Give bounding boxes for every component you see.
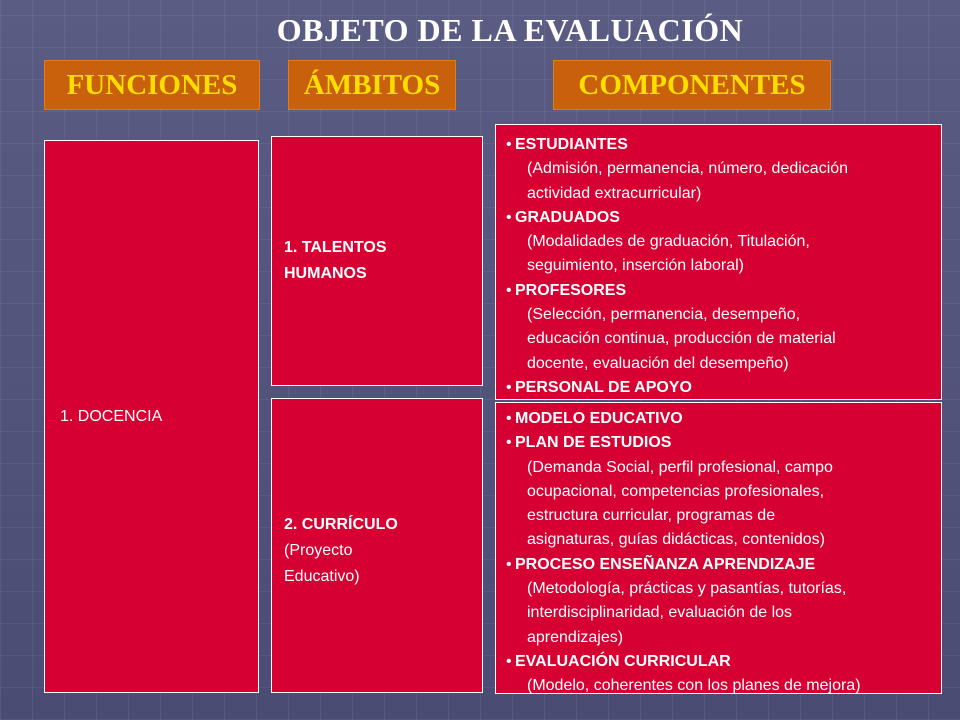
list-item-proceso-ensenanza: • PROCESO ENSEÑANZA APRENDIZAJE xyxy=(506,553,941,577)
header-ambitos: ÁMBITOS xyxy=(288,60,456,110)
list-item-plan-desc-3: estructura curricular, programas de xyxy=(527,507,776,525)
list-item-graduados: • GRADUADOS xyxy=(506,206,941,230)
list-item-proceso-desc-3: aprendizajes) xyxy=(527,628,624,646)
list-item-plan-estudios: • PLAN DE ESTUDIOS xyxy=(506,431,941,455)
list-item-profesores: • PROFESORES xyxy=(506,279,941,303)
list-item-graduados-desc-1: (Modalidades de graduación, Titulación, xyxy=(527,233,810,251)
componentes-talentos-box xyxy=(495,124,942,400)
list-item-evaluacion-curricular: • EVALUACIÓN CURRICULAR xyxy=(506,650,941,674)
ambito-curriculo-line3: Educativo) xyxy=(284,567,360,585)
list-item-estudiantes-desc-1: (Admisión, permanencia, número, dedicación xyxy=(527,160,849,178)
list-item-profesores-desc-2: educación continua, producción de material xyxy=(527,330,836,348)
list-item-modelo-educativo: • MODELO EDUCATIVO xyxy=(506,407,941,431)
header-funciones: FUNCIONES xyxy=(44,60,260,110)
list-item-proceso-desc-2: interdisciplinaridad, evaluación de los xyxy=(527,604,793,622)
list-item-plan-desc-4: asignaturas, guías didácticas, contenidos) xyxy=(527,531,825,549)
ambito-talentos-box xyxy=(271,136,483,386)
funcion-docencia-label: 1. DOCENCIA xyxy=(60,407,163,425)
ambito-talentos-line2: HUMANOS xyxy=(284,265,367,282)
list-item-plan-desc-1: (Demanda Social, perfil profesional, campo xyxy=(527,458,833,476)
header-componentes: COMPONENTES xyxy=(553,60,831,110)
list-item-evaluacion-desc-1: (Modelo, coherentes con los planes de mejora) xyxy=(527,677,861,695)
list-item-profesores-desc-3: docente, evaluación del desempeño) xyxy=(527,354,789,372)
list-item-estudiantes: • ESTUDIANTES xyxy=(506,133,941,157)
ambito-curriculo-line1: 2. CURRÍCULO xyxy=(284,515,398,533)
list-item-graduados-desc-2: seguimiento, inserción laboral) xyxy=(527,257,744,275)
list-item-proceso-desc-1: (Metodología, prácticas y pasantías, tutorías, xyxy=(527,580,847,598)
componentes-curriculo-box xyxy=(495,402,942,694)
ambito-talentos-line1: 1. TALENTOS xyxy=(284,239,387,256)
list-item-plan-desc-2: ocupacional, competencias profesionales, xyxy=(527,482,825,500)
list-item-personal-apoyo: • PERSONAL DE APOYO xyxy=(506,376,941,400)
ambito-curriculo-line2: (Proyecto xyxy=(284,541,353,559)
funcion-docencia-box xyxy=(44,140,259,693)
ambito-curriculo-box xyxy=(271,398,483,693)
page-title: OBJETO DE LA EVALUACIÓN xyxy=(276,12,744,48)
list-item-profesores-desc-1: (Selección, permanencia, desempeño, xyxy=(527,306,801,324)
list-item-estudiantes-desc-2: actividad extracurricular) xyxy=(527,184,702,202)
